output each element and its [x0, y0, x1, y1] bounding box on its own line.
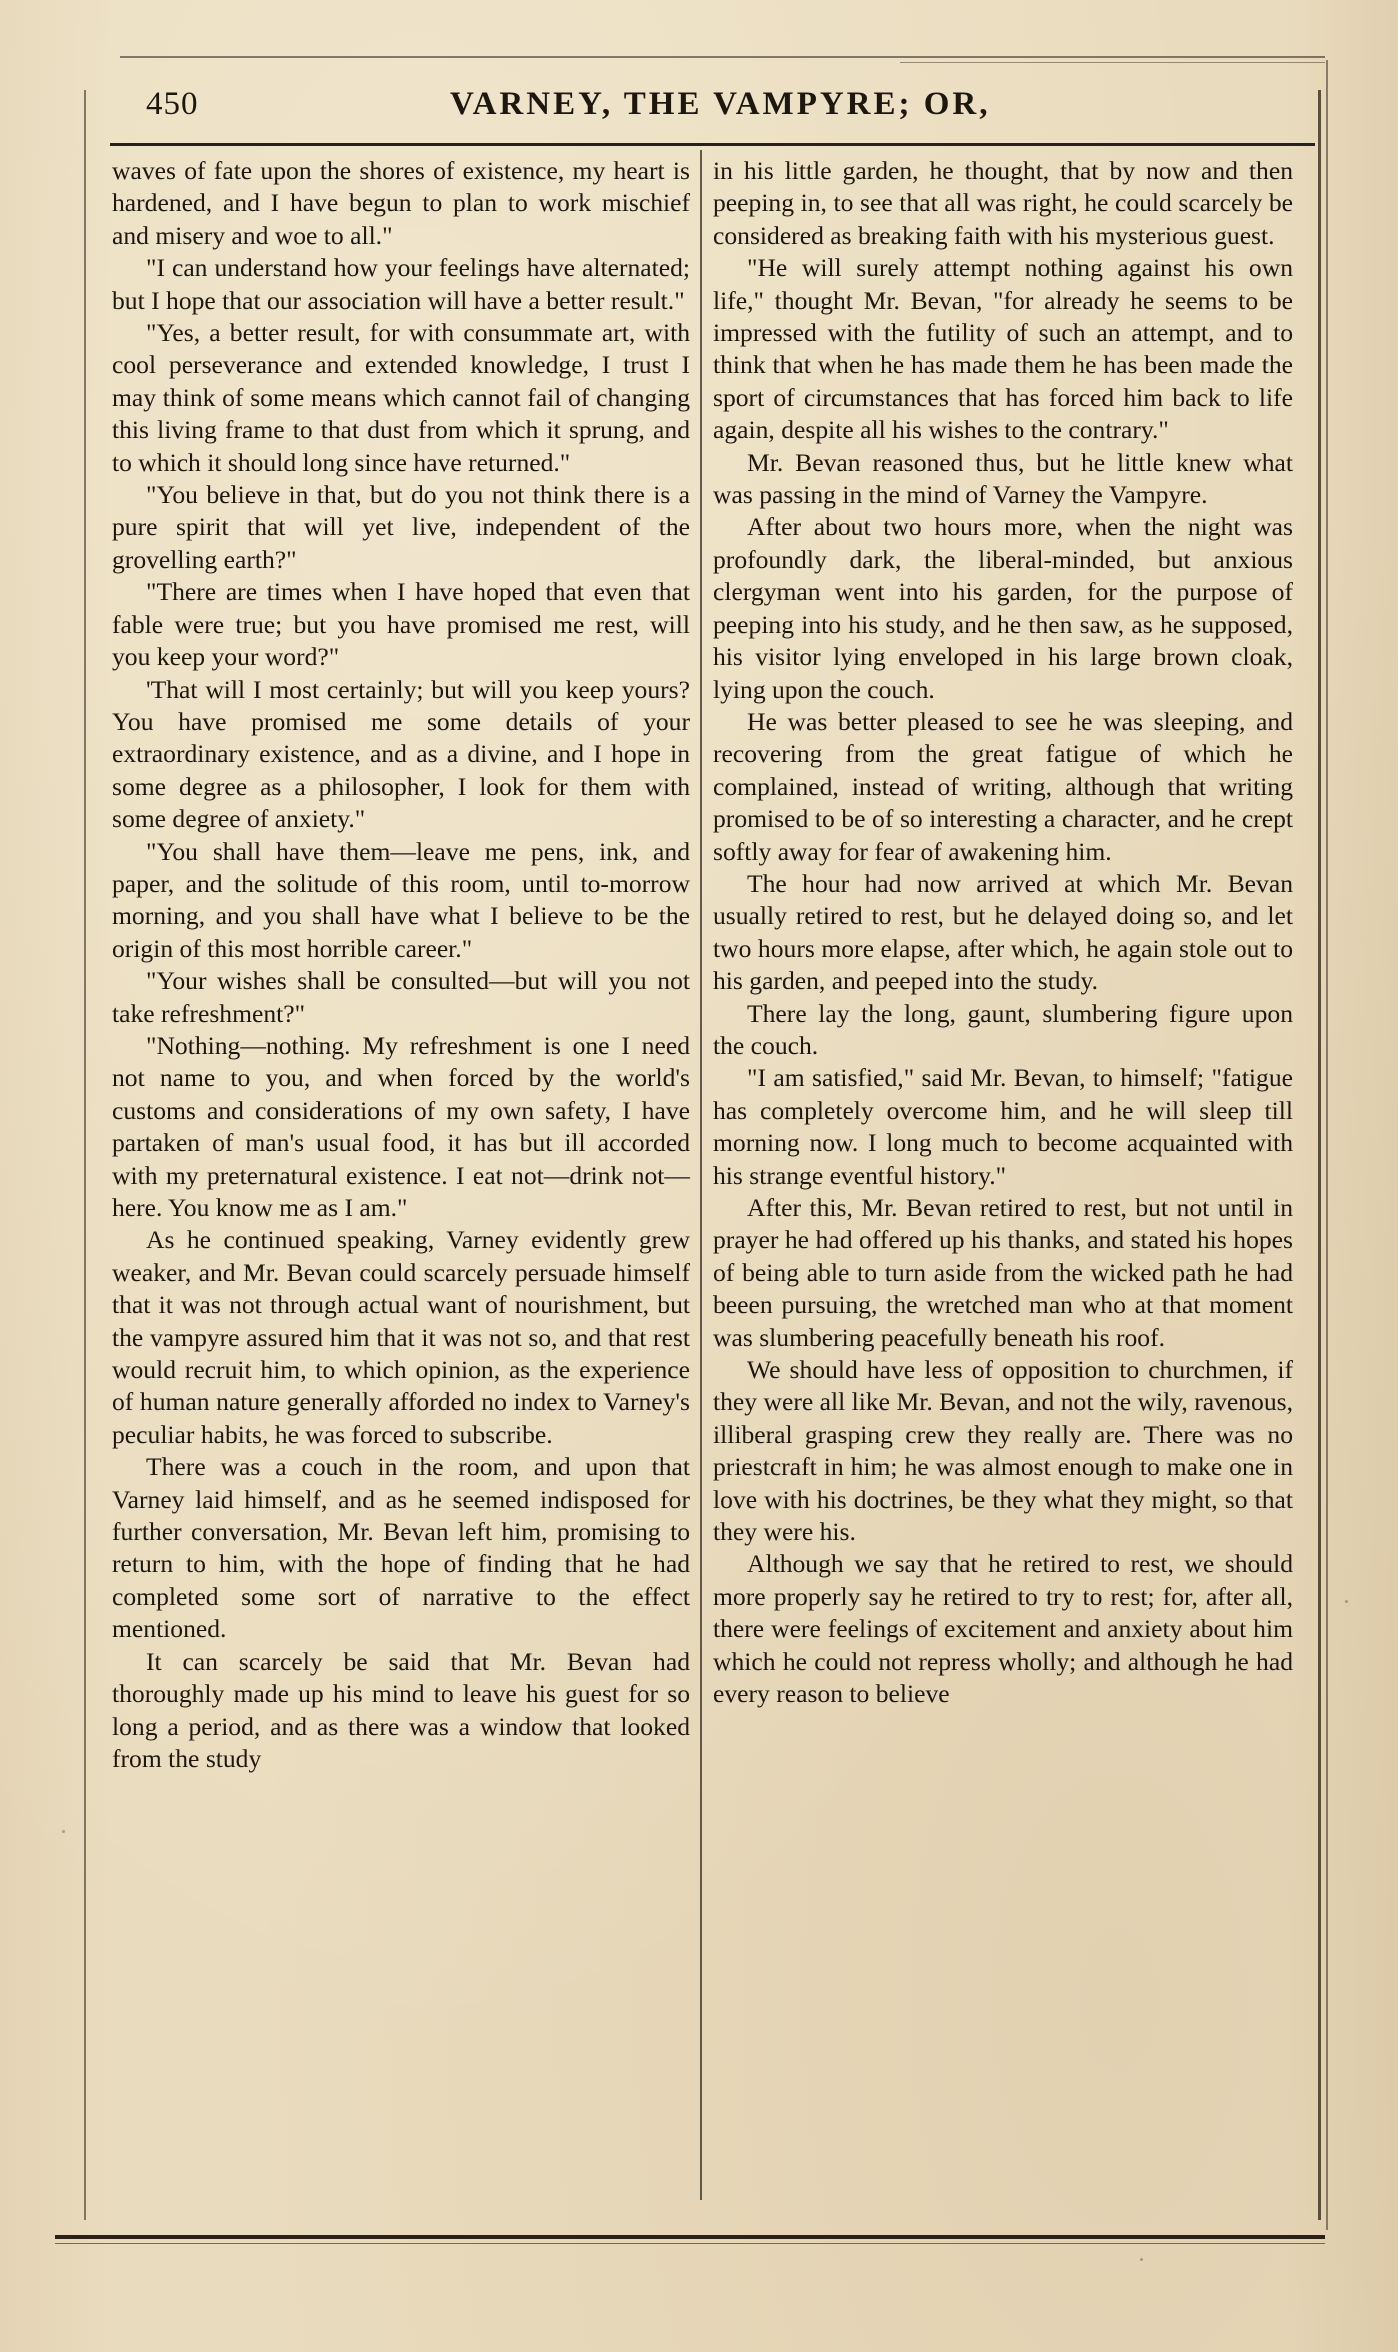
paragraph: He was better pleased to see he was sleeping, and recovering from the great fatigue of which he complained, instead of writing, although that writing promised to be of so interesting a character, and he crept softly away for fear of awakening him. — [713, 706, 1293, 866]
right-margin-rule-outer — [1326, 60, 1328, 2230]
header-rule — [110, 143, 1315, 146]
paragraph: After this, Mr. Bevan retired to rest, but not until in prayer he had offered up his thanks, and stated his hopes of being able to turn aside from the wicked path he had beeen pursuing, the wretched man who at that moment was slumbering peacefully beneath his roof. — [713, 1193, 1293, 1352]
left-column — [112, 155, 690, 1775]
right-column — [713, 155, 1293, 1711]
column-divider — [700, 150, 702, 2200]
paragraph: "I am satisfied," said Mr. Bevan, to himself; "fatigue has completely overcome him, and he will sleep till morning now. I long much to become acquainted with his strange eventful history." — [713, 1063, 1293, 1190]
paragraph: "You believe in that, but do you not think there is a pure spirit that will yet live, independent of the grovelling earth?" — [112, 480, 690, 574]
paragraph: in his little garden, he thought, that by now and then peeping in, to see that all was right, he could scarcely be considered as breaking faith with his mysterious guest. — [713, 156, 1293, 250]
paragraph: "I can understand how your feelings have alternated; but I hope that our association will have a better result." — [112, 253, 690, 315]
paragraph: "Nothing—nothing. My refreshment is one I need not name to you, and when forced by the world's customs and considerations of my own safety, I have partaken of man's usual food, it has but ill accorded with my preternatural existence. I eat not—drink not—here. You know me as I am." — [112, 1030, 690, 1222]
top-border-rule — [120, 56, 1325, 58]
paragraph: It can scarcely be said that Mr. Bevan had thoroughly made up his mind to leave his guest for so long a period, and as there was a window that looked from the study — [112, 1646, 690, 1773]
paragraph: "There are times when I have hoped that even that fable were true; but you have promised me rest, will you keep your word?" — [112, 577, 690, 672]
paragraph: "Yes, a better result, for with consummate art, with cool perseverance and extended knowledge, I trust I may think of some means which cannot fail of changing this living frame to that dust from which it sprung, and to which it should long since have returned." — [112, 318, 690, 477]
paper-speck — [1140, 2258, 1143, 2261]
paragraph: The hour had now arrived at which Mr. Bevan usually retired to rest, but he delayed doing so, and let two hours more elapse, after which, he again stole out to his garden, and peeped into the study. — [713, 868, 1293, 996]
paper-speck — [62, 1830, 65, 1833]
top-border-rule-thin — [900, 62, 1325, 63]
paragraph: There was a couch in the room, and upon that Varney laid himself, and as he seemed indisposed for further conversation, Mr. Bevan left him, promising to return to him, with the hope of finding that he had completed some sort of narrative to the effect mentioned. — [112, 1452, 690, 1644]
paragraph: There lay the long, gaunt, slumbering figure upon the couch. — [713, 998, 1293, 1060]
bottom-border-rule-thin — [55, 2243, 1325, 2244]
paragraph: Mr. Bevan reasoned thus, but he little knew what was passing in the mind of Varney the Vampyre. — [713, 447, 1293, 510]
paragraph: We should have less of opposition to churchmen, if they were all like Mr. Bevan, and not the wily, ravenous, illiberal grasping crew they really are. There was no priestcraft in him; he was almost enough to make one in love with his doctrines, be they what they might, so that they were his. — [713, 1355, 1293, 1547]
paragraph: "Your wishes shall be consulted—but will you not take refreshment?" — [112, 966, 690, 1028]
running-head: VARNEY, THE VAMPYRE; OR, — [450, 86, 991, 122]
paragraph: Although we say that he retired to rest, we should more properly say he retired to try to rest; for, after all, there were feelings of excitement and anxiety about him which he could not repress wholly; and although he had every reason to believe — [713, 1549, 1293, 1709]
paragraph: 'That will I most certainly; but will you keep yours? You have promised me some details of your extraordinary existence, and as a divine, and I hope in some degree as a philosopher, I look for them with some degree of anxiety." — [112, 674, 690, 834]
paragraph: waves of fate upon the shores of existence, my heart is hardened, and I have begun to plan to work mischief and misery and woe to all." — [112, 156, 690, 250]
left-margin-rule — [84, 90, 86, 2220]
paragraph: "He will surely attempt nothing against his own life," thought Mr. Bevan, "for already he seems to be impressed with the futility of such an attempt, and to think that when he has made them he has been made the sport of circumstances that has forced him back to life again, despite all his wishes to the contrary." — [713, 253, 1293, 445]
right-margin-rule — [1318, 90, 1321, 2220]
bottom-border-rule — [55, 2235, 1325, 2239]
paragraph: As he continued speaking, Varney evidently grew weaker, and Mr. Bevan could scarcely persuade himself that it was not through actual want of nourishment, but the vampyre assured him that it was not so, and that rest would recruit him, to which opinion, as the experience of human nature generally afforded no index to Varney's peculiar habits, he was forced to subscribe. — [112, 1225, 690, 1449]
page-number: 450 — [146, 86, 199, 122]
paper-speck — [1345, 1600, 1348, 1603]
paragraph: "You shall have them—leave me pens, ink, and paper, and the solitude of this room, until to-morrow morning, and you shall have what I believe to be the origin of this most horrible career." — [112, 836, 690, 963]
page-header — [140, 82, 1320, 132]
paragraph: After about two hours more, when the night was profoundly dark, the liberal-minded, but anxious clergyman went into his garden, for the purpose of peeping into his study, and he then saw, as he supposed, his visitor lying enveloped in his large brown cloak, lying upon the couch. — [713, 512, 1293, 704]
